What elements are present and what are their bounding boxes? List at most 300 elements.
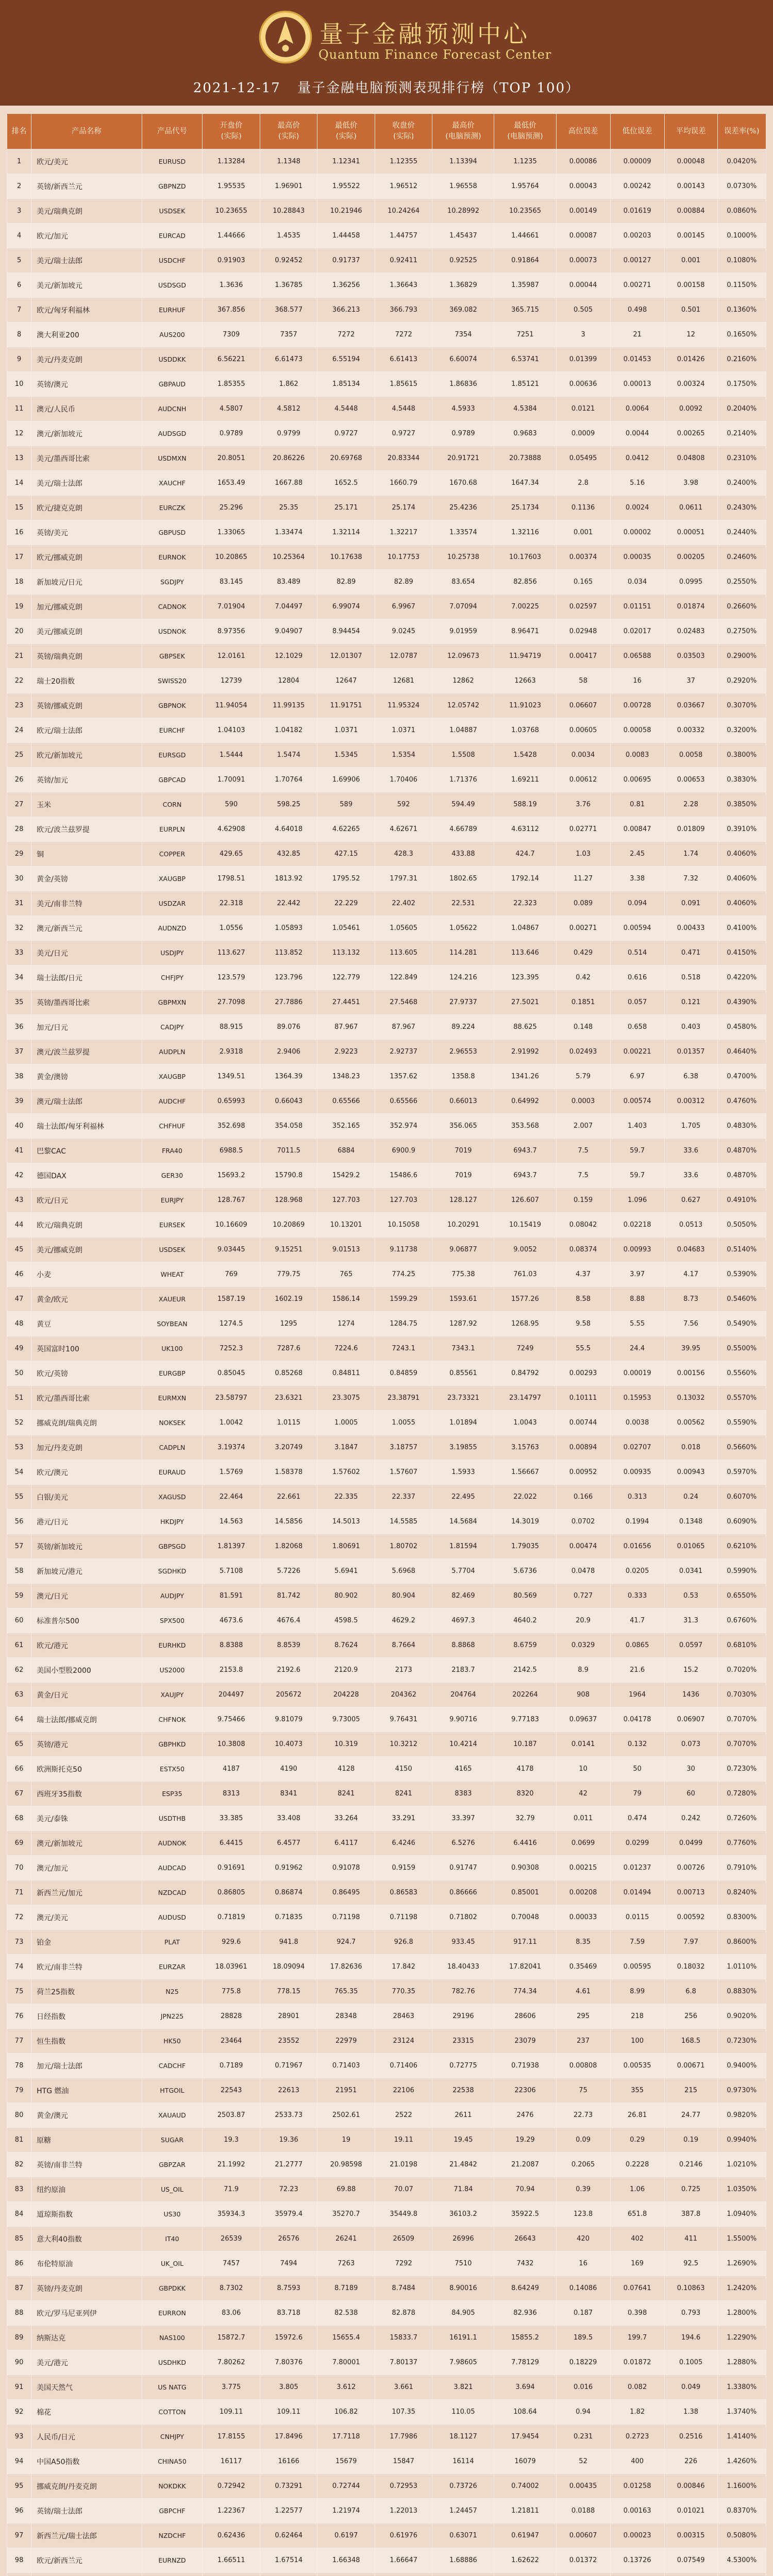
table-cell: 1357.62 [375,1064,432,1089]
table-cell: 41 [7,1139,31,1163]
table-row [7,1955,766,1979]
table-row [7,2251,766,2276]
table-cell: 37 [664,669,717,693]
table-cell: 英镑/丹麦克朗 [31,2276,142,2301]
table-cell: 0.04178 [610,1707,664,1732]
table-cell: 35922.5 [494,2202,556,2227]
table-cell: 1.21974 [317,2499,375,2523]
table-cell: 63 [7,1683,31,1707]
table-row [7,2350,766,2375]
table-cell: USDZAR [142,891,203,916]
table-cell: 36103.2 [432,2202,494,2227]
table-cell: 2120.9 [317,1658,375,1683]
table-cell: 23464 [203,2029,260,2054]
table-cell: 0.165 [556,570,610,595]
table-cell: 0.00145 [664,224,717,248]
table-cell: EURRON [142,2301,203,2326]
ranking-table [7,113,766,2576]
table-cell: 欧元/新加坡元 [31,743,142,768]
table-cell: 17.82041 [494,1955,556,1979]
table-row [7,520,766,545]
table-cell: 215 [664,2078,717,2103]
table-cell: 22306 [494,2078,556,2103]
table-cell: 0.9799 [260,421,317,446]
table-cell: 0.71938 [494,2054,556,2078]
table-cell: 美国小型股2000 [31,1658,142,1683]
table-cell: 0.0299 [610,1831,664,1856]
table-row [7,768,766,792]
table-cell: 82.89 [317,570,375,595]
table-cell: 1964 [610,1683,664,1707]
table-cell: 70.07 [375,2177,432,2202]
table-cell: 0.8240% [717,1880,766,1905]
table-cell: 15872.7 [203,2326,260,2350]
table-cell: 4697.3 [432,1608,494,1633]
table-cell: 1.5474 [260,743,317,768]
table-cell: EURNZD [142,2548,203,2573]
table-cell: 英镑/挪威克朗 [31,693,142,718]
table-cell: 0.04683 [664,1238,717,1262]
table-cell: 0.073 [664,1732,717,1757]
table-cell: 12804 [260,669,317,693]
table-cell: 0.18032 [664,1955,717,1979]
table-cell: 32 [7,916,31,941]
table-cell: 0.00002 [610,520,664,545]
table-cell: 204764 [432,1683,494,1707]
table-cell: 10.3212 [375,1732,432,1757]
table-cell: 41.7 [610,1608,664,1633]
table-cell: 0.71802 [432,1905,494,1930]
table-cell: 0.29 [610,2128,664,2153]
table-row [7,1485,766,1510]
table-cell: 0.0702 [556,1510,610,1534]
table-cell: UK100 [142,1336,203,1361]
table-cell: 16 [610,669,664,693]
table-cell: 4.62671 [375,817,432,842]
table-cell: 9.04907 [260,619,317,644]
table-cell: 1652.5 [317,471,375,496]
table-cell: 澳大利亚200 [31,323,142,347]
table-cell: 87.967 [317,1015,375,1040]
table-cell: 0.00013 [610,372,664,397]
table-cell: 7.97 [664,1930,717,1955]
table-cell: 72 [7,1905,31,1930]
table-cell: 204497 [203,1683,260,1707]
table-cell: 0.187 [556,2301,610,2326]
table-cell: 9.0245 [375,619,432,644]
table-cell: 17.9454 [494,2425,556,2449]
table-cell: 1.70406 [375,768,432,792]
table-cell: 1.36829 [432,273,494,298]
table-cell: 774.34 [494,1979,556,2004]
table-cell: 0.00535 [610,2054,664,2078]
table-cell: 295 [556,2004,610,2029]
table-row [7,1905,766,1930]
table-cell: 0.9940% [717,2128,766,2153]
table-cell: 英镑/港元 [31,1732,142,1757]
table-cell: GBPSEK [142,644,203,669]
table-cell: IT40 [142,2227,203,2251]
table-cell: 32.79 [494,1806,556,1831]
table-cell: 765 [317,1262,375,1287]
table-cell: 83 [7,2177,31,2202]
table-cell: 0.02597 [556,595,610,619]
table-cell: 6.8 [664,1979,717,2004]
table-cell: 25.174 [375,496,432,520]
table-cell: EURHUF [142,298,203,323]
table-cell: 18 [7,570,31,595]
table-cell: 1.5508 [432,743,494,768]
table-cell: 0.0003 [556,1089,610,1114]
table-cell: 0.4150% [717,941,766,965]
table-cell: 20.73888 [494,446,556,471]
table-cell: 6.4246 [375,1831,432,1856]
table-cell: 80.902 [317,1584,375,1608]
table-row [7,1163,766,1188]
table-cell: SOYBEAN [142,1312,203,1336]
table-cell: USDJPY [142,941,203,965]
table-cell: 美元/泰铢 [31,1806,142,1831]
table-cell: 0.4870% [717,1139,766,1163]
table-cell: 7251 [494,323,556,347]
table-cell: 0.00051 [664,520,717,545]
table-cell: 0.00744 [556,1411,610,1435]
table-cell: WHEAT [142,1262,203,1287]
table-cell: 402 [610,2227,664,2251]
table-cell: 0.00315 [664,2523,717,2548]
table-cell: 54 [7,1460,31,1485]
table-cell: 123.579 [203,965,260,990]
table-cell: HKDJPY [142,1510,203,1534]
table-cell: 70.94 [494,2177,556,2202]
table-cell: 30 [7,867,31,891]
table-cell: 25 [7,743,31,768]
table-row [7,1064,766,1089]
table-cell: 23.58797 [203,1386,260,1411]
table-cell: 24 [7,718,31,743]
table-cell: 1.862 [260,372,317,397]
table-cell: PLAT [142,1930,203,1955]
table-cell: 7494 [260,2251,317,2276]
table-cell: USDSEK [142,1238,203,1262]
table-cell: 769 [203,1262,260,1287]
table-cell: 0.00846 [664,2474,717,2499]
table-cell: 22 [7,669,31,693]
table-cell: 8.97356 [203,619,260,644]
table-cell: 1.74 [664,842,717,867]
table-cell: 0.91737 [317,248,375,273]
table-cell: 4.5300% [717,2548,766,2573]
table-cell: 366.213 [317,298,375,323]
table-cell: 0.02017 [610,619,664,644]
table-cell: 1599.29 [375,1287,432,1312]
table-row [7,224,766,248]
table-cell: 7.80262 [203,2350,260,2375]
table-row [7,1782,766,1806]
table-cell: 26643 [494,2227,556,2251]
table-cell: 0.00023 [610,2523,664,2548]
table-cell: 22543 [203,2078,260,2103]
table-row [7,2078,766,2103]
table-row [7,941,766,965]
table-cell: 20.98598 [317,2153,375,2177]
table-cell: 0.7760% [717,1831,766,1856]
table-cell: 0.70048 [494,1905,556,1930]
table-cell: 1.5354 [375,743,432,768]
table-cell: 8.6759 [494,1633,556,1658]
table-cell: 49 [7,1336,31,1361]
table-cell: 17.8496 [260,2425,317,2449]
table-cell: 0.514 [610,941,664,965]
table-cell: 0.00271 [610,273,664,298]
table-cell: 英镑/美元 [31,520,142,545]
table-row [7,1361,766,1386]
table-cell [556,2573,610,2576]
table-cell: 1.0043 [494,1411,556,1435]
table-cell: 110.05 [432,2400,494,2425]
table-cell: 1.24457 [432,2499,494,2523]
table-cell: 1358.8 [432,1064,494,1089]
table-cell: 12663 [494,669,556,693]
table-cell: 0.0478 [556,1559,610,1584]
table-cell: USDMXN [142,446,203,471]
table-cell: 1.0371 [375,718,432,743]
table-cell: 2183.7 [432,1658,494,1683]
table-cell: 24.77 [664,2103,717,2128]
table-cell: 22.229 [317,891,375,916]
table-cell: 75 [556,2078,610,2103]
table-cell: GBPHKD [142,1732,203,1757]
table-cell: 0.00993 [610,1238,664,1262]
table-cell: 1295 [260,1312,317,1336]
table-cell: 挪威克朗/丹麦克朗 [31,2474,142,2499]
table-cell: 89.224 [432,1015,494,1040]
table-cell: 88.915 [203,1015,260,1040]
table-cell: 353.568 [494,1114,556,1139]
table-cell: 1798.51 [203,867,260,891]
table-cell: 0.00952 [556,1460,610,1485]
table-cell: 22979 [317,2029,375,2054]
table-cell: 10.23655 [203,199,260,224]
table-row [7,2400,766,2425]
table-cell: 761.03 [494,1262,556,1287]
table-cell: 91 [7,2375,31,2400]
table-cell: 0.3200% [717,718,766,743]
table-cell: 782.76 [432,1979,494,2004]
table-cell: GBPDKK [142,2276,203,2301]
table-cell: 16079 [494,2449,556,2474]
table-cell: 0.00156 [664,1361,717,1386]
table-row [7,2573,766,2576]
table-cell: 9.77183 [494,1707,556,1732]
table-cell: CADPLN [142,1435,203,1460]
table-row [7,2054,766,2078]
table-cell: 1.0940% [717,2202,766,2227]
table-cell: 45 [7,1238,31,1262]
table-cell: 10.21946 [317,199,375,224]
table-cell: 83.654 [432,570,494,595]
table-cell: 76 [7,2004,31,2029]
table-cell: 欧元/捷克克朗 [31,496,142,520]
table-cell: US2000 [142,1658,203,1683]
table-cell: 0.616 [610,965,664,990]
table-cell: 19.36 [260,2128,317,2153]
table-cell: 26509 [375,2227,432,2251]
table-cell: 0.9789 [432,421,494,446]
table-cell: 0.725 [664,2177,717,2202]
table-cell [664,2573,717,2576]
table-cell: 0.4100% [717,916,766,941]
table-row [7,1979,766,2004]
table-cell: 22.495 [432,1485,494,1510]
table-cell: 23.6321 [260,1386,317,1411]
table-cell: 778.15 [260,1979,317,2004]
table-cell: 80 [7,2103,31,2128]
table-cell: AUDCHF [142,1089,203,1114]
table-row [7,867,766,891]
table-cell: 1.35987 [494,273,556,298]
table-cell: 道琼斯指数 [31,2202,142,2227]
table-cell: 0.01357 [664,1040,717,1064]
table-cell: 0.00808 [556,2054,610,2078]
table-cell: 52 [7,1411,31,1435]
table-cell: 27.7098 [203,990,260,1015]
table-cell: 7.98605 [432,2350,494,2375]
table-cell: 14.563 [203,1510,260,1534]
table-cell: 1.66348 [317,2548,375,2573]
table-cell: XAGUSD [142,1485,203,1510]
table-cell: 2503.87 [203,2103,260,2128]
table-cell: 12862 [432,669,494,693]
table-cell: 28463 [375,2004,432,2029]
table-cell: 0.4060% [717,842,766,867]
table-cell [432,2573,494,2576]
table-cell: 0.658 [610,1015,664,1040]
table-cell: 109.11 [260,2400,317,2425]
table-cell: 411 [664,2227,717,2251]
table-cell: 7019 [432,1163,494,1188]
table-cell: 0.0611 [664,496,717,520]
table-cell: 2.9223 [317,1040,375,1064]
table-cell: 玉米 [31,792,142,817]
table-cell: 9.11738 [375,1238,432,1262]
table-cell: 7243.1 [375,1336,432,1361]
table-cell: 88.625 [494,1015,556,1040]
table-cell: 1795.52 [317,867,375,891]
table-cell: 0.03503 [664,644,717,669]
table-cell: 澳元/人民币 [31,397,142,421]
table-cell: 23.73321 [432,1386,494,1411]
table-cell: USDNOK [142,619,203,644]
table-cell: 人民币/日元 [31,2425,142,2449]
table-row [7,2227,766,2251]
table-cell: 英镑/墨西哥比索 [31,990,142,1015]
table-row [7,1633,766,1658]
table-cell: 27 [7,792,31,817]
table-cell: 58 [556,669,610,693]
table-cell: 23 [7,693,31,718]
table-row [7,199,766,224]
table-cell: 14.5585 [375,1510,432,1534]
table-cell: 1.0115 [260,1411,317,1435]
table-cell: 368.577 [260,298,317,323]
table-cell: 10.25738 [432,545,494,570]
table-row [7,1312,766,1336]
table-row [7,891,766,916]
table-cell: 8.58 [556,1287,610,1312]
table-row [7,1806,766,1831]
table-cell: 2.92737 [375,1040,432,1064]
table-cell: 瑞士法郎/挪威克朗 [31,1707,142,1732]
table-cell: GBPNZD [142,174,203,199]
table-cell: 33.6 [664,1139,717,1163]
table-cell: 25.35 [260,496,317,520]
table-cell: 1.403 [610,1114,664,1139]
table-cell: 0.2723 [610,2425,664,2449]
table-cell: 2.9406 [260,1040,317,1064]
table-cell: 0.00205 [664,545,717,570]
table-cell: UK_OIL [142,2251,203,2276]
table-cell: 400 [610,2449,664,2474]
table-cell: 33.408 [260,1806,317,1831]
table-cell: 4.5384 [494,397,556,421]
table-cell: 354.058 [260,1114,317,1139]
table-cell: 0.398 [610,2301,664,2326]
table-row [7,1510,766,1534]
table-cell: 0.94 [556,2400,610,2425]
table-cell: 0.00293 [556,1361,610,1386]
table-cell: 10.24264 [375,199,432,224]
table-cell: 0.05495 [556,446,610,471]
table-cell: SUGAR [142,2128,203,2153]
table-cell: 202264 [494,1683,556,1707]
table-cell: 0.00607 [556,2523,610,2548]
table-cell: 0.18229 [556,2350,610,2375]
table-cell: 5.7108 [203,1559,260,1584]
table-cell: 16191.1 [432,2326,494,2350]
table-cell: 1.70091 [203,768,260,792]
table-cell: 0.00595 [610,1955,664,1979]
table-cell: 0.148 [556,1015,610,1040]
table-cell: 0.9400% [717,2054,766,2078]
table-cell: 4128 [317,1757,375,1782]
table-cell: 0.92525 [432,248,494,273]
table-cell: 56 [7,1510,31,1534]
table-cell: 0.0420% [717,149,766,174]
table-cell: 23315 [432,2029,494,2054]
table-cell: 欧元/匈牙利福林 [31,298,142,323]
table-cell: 澳元/美元 [31,1905,142,1930]
table-cell: 0.00433 [664,916,717,941]
table-cell: 594.49 [432,792,494,817]
table-cell: 18.40433 [432,1955,494,1979]
table-cell: 169 [610,2251,664,2276]
table-cell: 0.00158 [664,273,717,298]
table-cell: 0.02483 [664,619,717,644]
table-cell: EURHKD [142,1633,203,1658]
table-cell: 2153.8 [203,1658,260,1683]
table-cell: 369.082 [432,298,494,323]
table-cell: 1.36643 [375,273,432,298]
table-cell: 1.04103 [203,718,260,743]
table-cell: 1.62622 [494,2548,556,2573]
table-cell: 1.0055 [375,1411,432,1435]
table-cell: 18.09094 [260,1955,317,1979]
table-cell: CHFNOK [142,1707,203,1732]
table-cell: GBPCHF [142,2499,203,2523]
table-cell: 美元/挪威克朗 [31,1238,142,1262]
table-cell: 0.00592 [664,1905,717,1930]
